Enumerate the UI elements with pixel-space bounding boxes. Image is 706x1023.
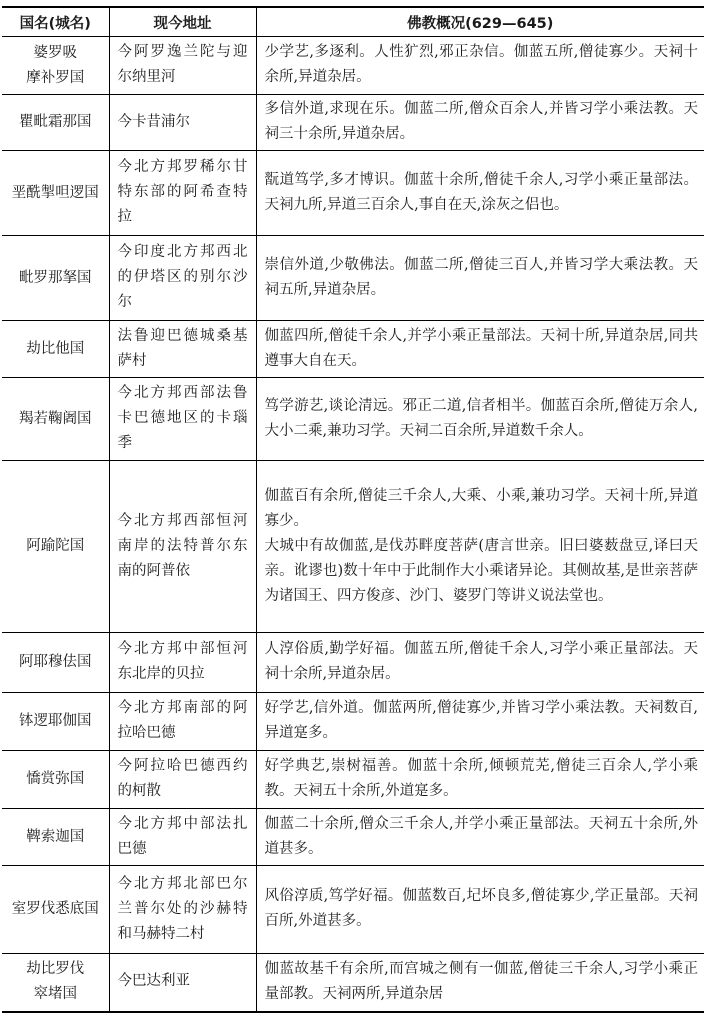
overview-paragraph: 好学典艺,崇树福善。伽蓝十余所,倾顿荒芜,僧徒三百余人,学小乘教。天祠五十余所,外道寔多。 [264,758,698,799]
overview-paragraph: 好学艺,信外道。伽蓝两所,僧徒寡少,并皆习学小乘法教。天祠数百,异道寔多。 [264,700,698,741]
current-location-cell: 今北方邦北部巴尔兰普尔处的沙赫特和马赫特二村 [109,866,256,954]
country-name-cell [2,321,109,378]
table-row [2,693,704,751]
current-location-cell: 今北方邦中部恒河东北岸的贝拉 [109,633,256,693]
buddhism-overview-cell [256,693,704,751]
buddhism-overview-cell [256,633,704,693]
table-row [2,866,704,954]
header-current-location: 现今地址 [109,7,256,37]
country-name-cell [2,866,109,954]
country-name-line: 鞞索迦国 [26,828,85,845]
country-name-line: 钵逻耶伽国 [19,713,92,729]
country-name-line: 瞿毗霜那国 [19,114,92,130]
buddhism-overview-cell [256,236,704,321]
buddhism-countries-table [2,6,704,1013]
country-name-line: 憍赏弥国 [26,771,85,787]
country-name-line: 垩酰掣呾逻国 [11,184,99,201]
table-row [2,954,704,1012]
table-row [2,378,704,461]
current-location-cell: 今北方邦罗稀尔甘特东部的阿希查特拉 [109,151,256,236]
current-location-cell: 今阿罗逸兰陀与迎尔纳里河 [109,37,256,95]
table-row [2,809,704,866]
buddhism-overview-cell [256,809,704,866]
current-location-cell: 今巴达利亚 [109,954,256,1012]
buddhism-overview-cell [256,378,704,461]
overview-paragraph: 大城中有故伽蓝,是伐苏畔度菩萨(唐言世亲。旧曰婆薮盘豆,译曰天亲。讹谬也)数十年中于此制作大小乘诸异论。其侧故基,是世亲菩萨为诸国王、四方俊彦、沙门、婆罗门等讲义说法堂也。 [264,537,698,604]
country-name-cell [2,236,109,321]
overview-paragraph: 崇信外道,少敬佛法。伽蓝二所,僧徒三百人,并皆习学大乘法教。天祠五所,异道杂居。 [264,256,698,298]
buddhism-overview-cell [256,866,704,954]
table-body [2,37,704,1012]
country-name-cell [2,751,109,809]
buddhism-overview-cell [256,151,704,236]
overview-paragraph: 风俗淳质,笃学好福。伽蓝数百,圮坏良多,僧徒寡少,学正量部。天祠百所,外道甚多。 [264,888,698,929]
table-row [2,321,704,378]
current-location-cell: 今北方邦西部法鲁卡巴德地区的卡瑙季 [109,378,256,461]
header-country-name: 国名(城名) [2,7,109,37]
overview-paragraph: 多信外道,求现在乐。伽蓝二所,僧众百余人,并皆习学小乘法教。天祠三十余所,异道杂居。 [264,101,698,142]
table-row [2,95,704,151]
overview-paragraph: 伽蓝四所,僧徒千余人,并学小乘正量部法。天祠十所,异道杂居,同共遵事大自在天。 [264,327,698,369]
table-row [2,461,704,633]
buddhism-overview-cell [256,321,704,378]
current-location-cell: 今阿拉哈巴德西约的柯散 [109,751,256,809]
overview-paragraph: 人淳俗质,勤学好福。伽蓝五所,僧徒千余人,习学小乘正量部法。天祠十余所,异道杂居。 [264,641,698,682]
country-name-line: 羯若鞠阇国 [19,410,92,427]
country-name-line: 摩补罗国 [26,69,85,86]
country-name-cell [2,954,109,1012]
current-location-cell: 今北方邦中部法扎巴德 [109,809,256,866]
country-name-line: 室罗伐悉底国 [11,901,99,917]
country-name-cell [2,809,109,866]
country-name-line: 劫比罗伐 [26,961,85,978]
country-name-line: 劫比他国 [26,340,85,357]
overview-paragraph: 伽蓝故基千有余所,而宫城之侧有一伽蓝,僧徒三千余人,习学小乘正量部教。天祠两所,异道杂居 [264,960,698,1002]
country-name-cell [2,461,109,633]
current-location-cell: 法鲁迎巴德城桑基萨村 [109,321,256,378]
table-row [2,236,704,321]
overview-paragraph: 少学艺,多逐利。人性犷烈,邪正杂信。伽蓝五所,僧徒寡少。天祠十余所,异道杂居。 [264,44,698,85]
table-row [2,37,704,95]
country-name-cell [2,95,109,151]
overview-paragraph: 伽蓝百有余所,僧徒三千余人,大乘、小乘,兼功习学。天祠十所,异道寡少。 [264,487,698,529]
buddhism-overview-cell [256,954,704,1012]
buddhism-overview-cell [256,95,704,151]
current-location-cell: 今印度北方邦西北的伊塔区的别尔沙尔 [109,236,256,321]
country-name-line: 婆罗吸 [33,44,77,61]
country-name-line: 毗罗那拏国 [19,269,92,286]
buddhism-overview-cell [256,751,704,809]
buddhism-overview-cell [256,461,704,633]
country-name-line: 阿耶穆佉国 [19,654,92,670]
table-header-row [2,7,704,37]
country-name-line: 阿踰陀国 [26,538,85,554]
country-name-cell [2,378,109,461]
overview-paragraph: 伽蓝二十余所,僧众三千余人,并学小乘正量部法。天祠五十余所,外道甚多。 [264,815,698,857]
country-name-cell [2,37,109,95]
table-row [2,751,704,809]
buddhism-overview-cell [256,37,704,95]
current-location-cell: 今北方邦西部恒河南岸的法特普尔东南的阿普依 [109,461,256,633]
table-row [2,633,704,693]
country-name-cell [2,151,109,236]
current-location-cell: 今卡昔浦尔 [109,95,256,151]
overview-paragraph: 笃学游艺,谈论清远。邪正二道,信者相半。伽蓝百余所,僧徒万余人,大小二乘,兼功习学。天祠二百余所,异道数千余人。 [264,397,698,439]
country-name-cell [2,633,109,693]
country-name-cell [2,693,109,751]
header-buddhism-overview: 佛教概况(629—645) [256,7,704,37]
country-name-line: 窣堵国 [33,986,77,1003]
overview-paragraph: 翫道笃学,多才博识。伽蓝十余所,僧徒千余人,习学小乘正量部法。天祠九所,异道三百余人,事自在天,涂灰之侣也。 [264,171,698,213]
table-row [2,151,704,236]
current-location-cell: 今北方邦南部的阿拉哈巴德 [109,693,256,751]
